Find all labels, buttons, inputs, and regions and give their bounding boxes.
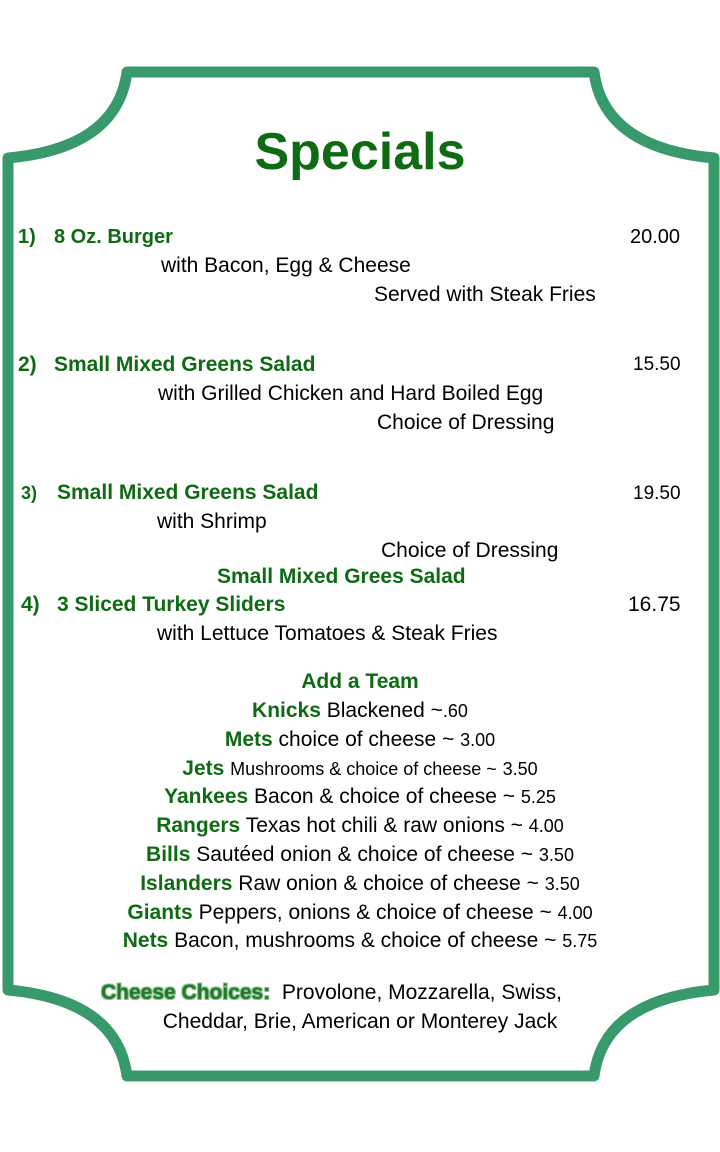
item-1-name: 8 Oz. Burger	[54, 226, 173, 248]
addon-row	[0, 930, 720, 951]
addons-heading: Add a Team	[301, 670, 419, 693]
addon-price: 3.50	[502, 759, 538, 779]
addon-team: Bills	[146, 843, 191, 866]
addon-team: Knicks	[252, 699, 321, 722]
addon-team: Mets	[224, 728, 273, 751]
cheese-row	[101, 982, 562, 1003]
item-2-price: 15.50	[633, 354, 681, 375]
addon-team: Nets	[122, 929, 169, 952]
item-4-pre-heading: Small Mixed Grees Salad	[217, 565, 466, 588]
addon-row	[0, 700, 720, 721]
item-2-number: 2)	[18, 353, 37, 376]
addon-team: Jets	[182, 757, 225, 780]
cheese-label: Cheese Choices:	[101, 981, 271, 1004]
addon-desc: Texas hot chili & raw onions ~	[245, 814, 523, 837]
item-4-name: 3 Sliced Turkey Sliders	[57, 593, 286, 616]
addon-row	[0, 786, 720, 807]
addon-row	[0, 758, 720, 779]
item-2-line2: Choice of Dressing	[377, 411, 555, 434]
item-1-price: 20.00	[630, 226, 681, 248]
addon-desc: Bacon & choice of cheese ~	[254, 785, 515, 808]
item-2-line1: with Grilled Chicken and Hard Boiled Egg	[158, 382, 544, 405]
addon-price: 3.50	[544, 874, 580, 894]
addon-price: 3.00	[460, 730, 496, 750]
item-3-line1: with Shrimp	[157, 510, 267, 533]
addon-row	[0, 844, 720, 865]
addon-price: 5.25	[520, 787, 556, 807]
addon-price: .60	[442, 701, 468, 721]
cheese-line1: Provolone, Mozzarella, Swiss,	[281, 981, 563, 1004]
item-2-name: Small Mixed Greens Salad	[54, 353, 316, 376]
addon-row	[0, 902, 720, 923]
addon-desc: Mushrooms & choice of cheese ~	[230, 759, 497, 779]
addon-price: 5.75	[562, 931, 598, 951]
item-3-number: 3)	[21, 483, 38, 503]
item-1-line2: Served with Steak Fries	[374, 283, 596, 306]
item-4-number: 4)	[21, 593, 40, 616]
addon-desc: Raw onion & choice of cheese ~	[238, 872, 539, 895]
addon-price: 4.00	[557, 903, 593, 923]
item-1-line1: with Bacon, Egg & Cheese	[161, 254, 411, 277]
addon-desc: Peppers, onions & choice of cheese ~	[198, 901, 552, 924]
addon-row	[0, 815, 720, 836]
cheese-line2: Cheddar, Brie, American or Monterey Jack	[162, 1010, 558, 1033]
item-3-line2: Choice of Dressing	[381, 539, 559, 562]
addon-team: Rangers	[156, 814, 241, 837]
addon-desc: choice of cheese ~	[278, 728, 455, 751]
item-4-price: 16.75	[628, 593, 681, 616]
addon-desc: Sautéed onion & choice of cheese ~	[196, 843, 534, 866]
item-3-name: Small Mixed Greens Salad	[57, 481, 319, 504]
page-title: Specials	[254, 123, 466, 181]
addon-team: Islanders	[140, 872, 233, 895]
item-4-line1: with Lettuce Tomatoes & Steak Fries	[157, 622, 498, 645]
item-3-price: 19.50	[633, 483, 681, 504]
addon-team: Yankees	[164, 785, 249, 808]
addon-row	[0, 873, 720, 894]
addon-price: 4.00	[528, 816, 564, 836]
addon-desc: Bacon, mushrooms & choice of cheese ~	[174, 929, 557, 952]
addon-desc: Blackened ~	[326, 699, 443, 722]
addon-row	[0, 729, 720, 750]
item-1-number: 1)	[18, 226, 36, 248]
addon-team: Giants	[127, 901, 193, 924]
addon-price: 3.50	[538, 845, 574, 865]
